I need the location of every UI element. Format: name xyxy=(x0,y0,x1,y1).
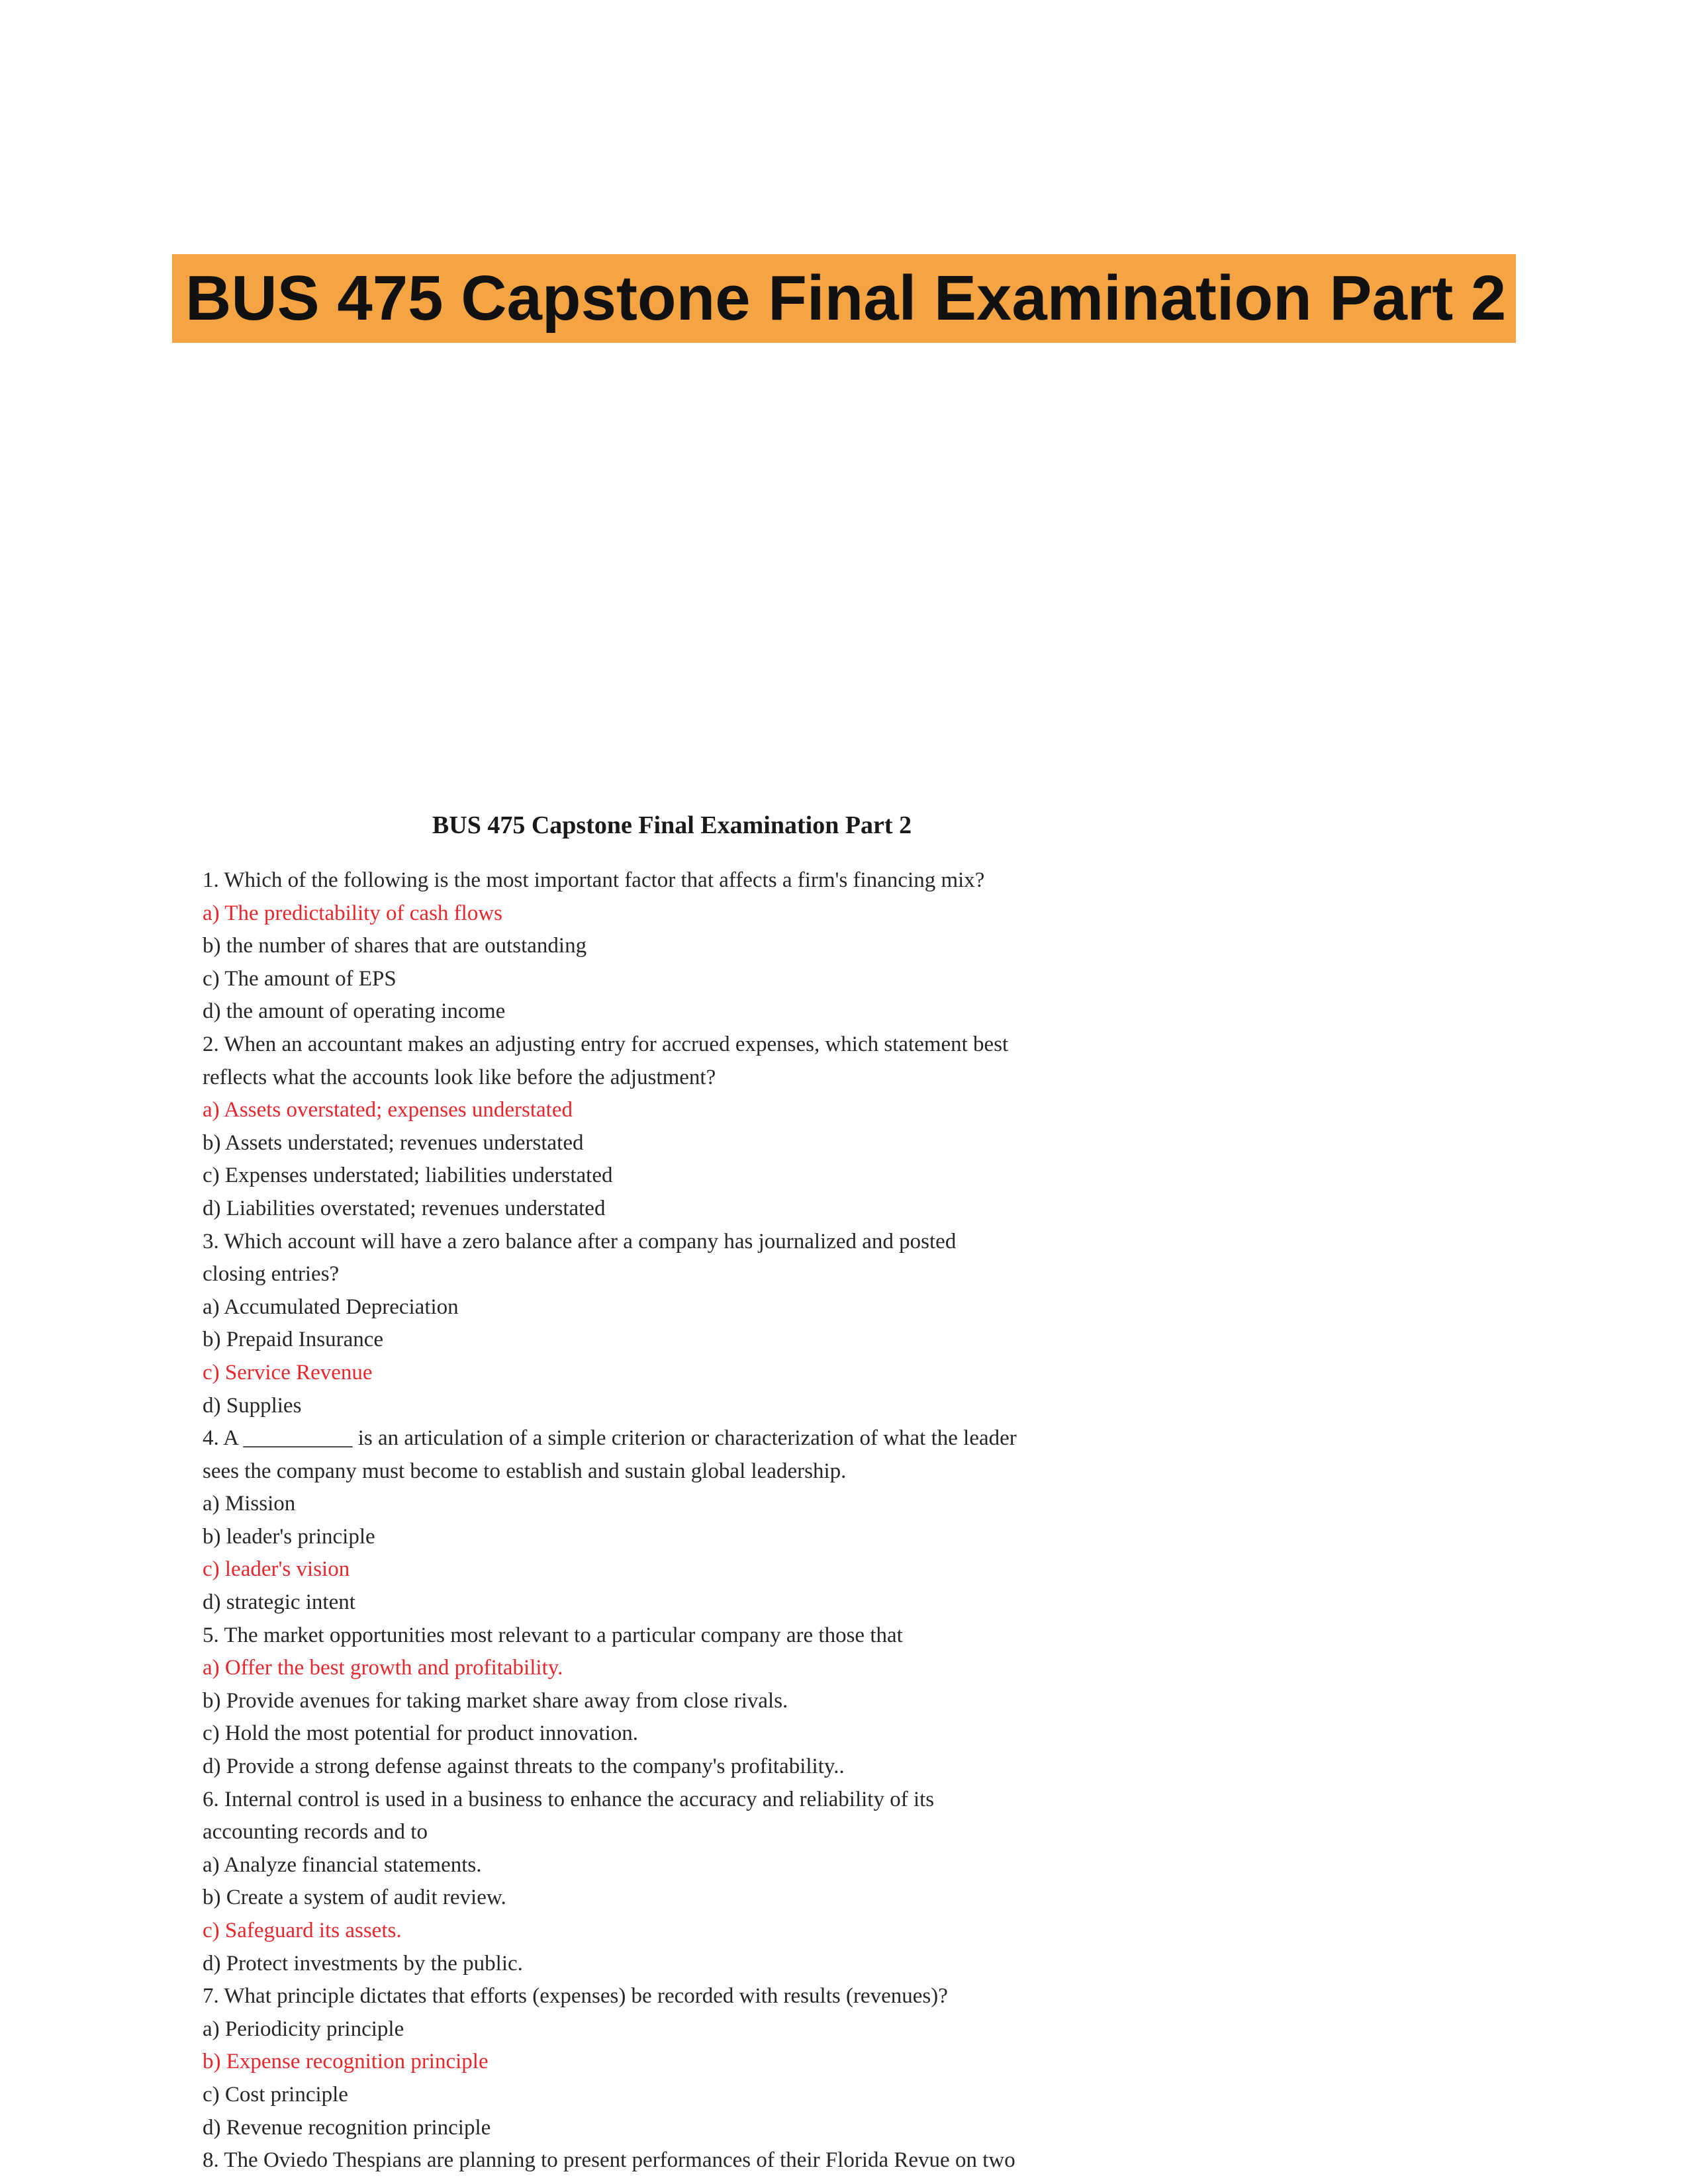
answer-option-line: b) Create a system of audit review. xyxy=(203,1886,506,1910)
answer-option-line: a) Periodicity principle xyxy=(203,2017,404,2041)
answer-option-line: d) Liabilities overstated; revenues understated xyxy=(203,1196,606,1220)
answer-option-line: a) Accumulated Depreciation xyxy=(203,1295,459,1319)
question-line: 5. The market opportunities most relevant to a particular company are those that xyxy=(203,1623,903,1647)
correct-answer-line: a) Assets overstated; expenses understated xyxy=(203,1098,573,1122)
question-continuation-line: accounting records and to xyxy=(203,1820,428,1844)
question-line: 8. The Oviedo Thespians are planning to present performances of their Florida Revue on two xyxy=(203,2148,1015,2173)
answer-option-line: b) Assets understated; revenues understated xyxy=(203,1130,584,1155)
correct-answer-line: c) leader's vision xyxy=(203,1557,350,1582)
answer-option-line: c) The amount of EPS xyxy=(203,966,397,991)
question-line: 6. Internal control is used in a business to enhance the accuracy and reliability of its xyxy=(203,1787,935,1811)
answer-option-line: c) Hold the most potential for product innovation. xyxy=(203,1721,639,1746)
answer-option-line: d) Protect investments by the public. xyxy=(203,1951,523,1976)
answer-option-line: a) Mission xyxy=(203,1492,296,1516)
question-line: 3. Which account will have a zero balance after a company has journalized and posted xyxy=(203,1229,957,1253)
scanned-exam-page xyxy=(0,781,1688,2184)
answer-option-line: d) Provide a strong defense against threats to the company's profitability.. xyxy=(203,1754,845,1779)
title-banner xyxy=(172,254,1516,343)
answer-option-line: d) the amount of operating income xyxy=(203,999,506,1024)
question-continuation-line: sees the company must become to establish and sustain global leadership. xyxy=(203,1459,847,1483)
answer-option-line: b) the number of shares that are outstanding xyxy=(203,934,587,958)
question-continuation-line: closing entries? xyxy=(203,1262,340,1287)
answer-option-line: b) Provide avenues for taking market share away from close rivals. xyxy=(203,1688,788,1713)
question-line: 4. A __________ is an articulation of a simple criterion or characterization of what the leader xyxy=(203,1426,1017,1451)
exam-title: BUS 475 Capstone Final Examination Part 2 xyxy=(432,811,912,839)
answer-option-line: a) Analyze financial statements. xyxy=(203,1852,482,1877)
question-line: 7. What principle dictates that efforts (expenses) be recorded with results (revenues)? xyxy=(203,1984,948,2009)
answer-option-line: c) Expenses understated; liabilities understated xyxy=(203,1163,613,1188)
question-line: 1. Which of the following is the most important factor that affects a firm's financing mix? xyxy=(203,868,985,892)
answer-option-line: b) Prepaid Insurance xyxy=(203,1328,384,1352)
question-continuation-line: reflects what the accounts look like before the adjustment? xyxy=(203,1065,716,1089)
answer-option-line: c) Cost principle xyxy=(203,2082,348,2107)
correct-answer-line: c) Safeguard its assets. xyxy=(203,1919,402,1942)
banner-title: BUS 475 Capstone Final Examination Part 2 xyxy=(185,263,1507,334)
answer-option-line: b) leader's principle xyxy=(203,1524,375,1549)
answer-option-line: d) Revenue recognition principle xyxy=(203,2115,491,2140)
question-list xyxy=(203,864,1156,2177)
question-line: 2. When an accountant makes an adjusting entry for accrued expenses, which statement best xyxy=(203,1032,1009,1056)
answer-option-line: d) strategic intent xyxy=(203,1590,355,1615)
answer-option-line: d) Supplies xyxy=(203,1393,302,1418)
correct-answer-line: a) The predictability of cash flows xyxy=(203,901,502,925)
correct-answer-line: c) Service Revenue xyxy=(203,1360,373,1385)
correct-answer-line: a) Offer the best growth and profitability. xyxy=(203,1656,563,1680)
correct-answer-line: b) Expense recognition principle xyxy=(203,2050,489,2074)
